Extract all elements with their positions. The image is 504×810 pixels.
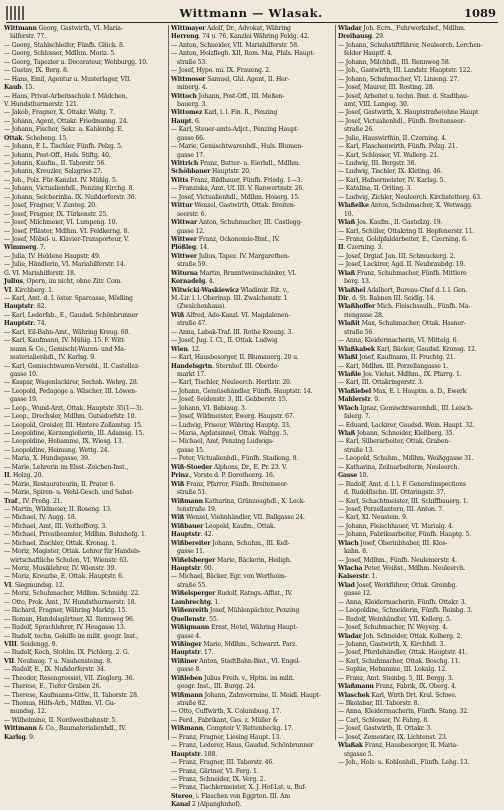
directory-entry-line: Quellenstr. 55. — [171, 615, 219, 623]
directory-entry-line: Julius, Opern, im nicht, ohne Zitr. Com. — [4, 278, 122, 286]
directory-entry-line: — Josef, Lackirer, Agd. II. Neubraubdg. 19. — [338, 261, 465, 269]
directory-entry-line: — Josef, Pferdehändler, Ottak. Hauptstr. 41. — [338, 649, 468, 657]
directory-entry-line: Prinz., Vorste d. P. Dorotheerg. 16. — [171, 472, 275, 480]
directory-entry-line: Wiß Wenzel, Viehnhändler, VII. Ballgasse 24. — [171, 514, 305, 522]
directory-entry-line: — Julie, Hauswirthin, II. Czerning. 4. — [338, 134, 447, 142]
directory-entry-line: 10. — [344, 210, 354, 218]
directory-entry-line: Wlaßit Max, Schuhmacher, Ottak. Hasner- — [338, 320, 466, 328]
directory-entry-line: Dir. d. St. Bahnen III. Seidlg. 14. — [338, 295, 436, 302]
directory-entry-line: Hauptstr. 82. — [4, 303, 47, 311]
directory-entry-line: Wiß-Stoeder Alphons, Dr., E. Pr. 23. V. — [171, 463, 287, 471]
directory-entry-line: — Leopoldine, Hebamme, IX. Wiesg. 13. — [4, 438, 123, 446]
directory-entry-line: — Johann, Kaufm., II. Taborstr. 56. — [4, 160, 106, 167]
directory-entry-line: — Franz, Schneider, IX. Verg. 2. — [171, 775, 266, 783]
directory-entry-line: Wißmann Johann, Zahnvormine, II. Meidl. Haupt- — [171, 691, 321, 699]
directory-entry-line: VIII. Seidengg. 9. — [4, 640, 58, 648]
directory-entry-line: Wlaßle Jos. Viehst. Mdlhm., IX. Pfarrg. 1. — [338, 370, 462, 378]
directory-entry-line: hilferstr. 77. — [10, 33, 46, 41]
directory-entry-line: kahn. 8. — [344, 548, 368, 556]
directory-entry-line: — Karl, Schuhmacher, Ottak. Boschg. 11. — [338, 657, 461, 665]
directory-entry-line: — Moriz, Schuhmacher, Mdlhm. Schmidg. 22. — [4, 590, 140, 598]
directory-entry-line: Wlaßhoffer Mich. Fleischsaulh., Fünfh. Ma- — [338, 303, 471, 311]
directory-entry-line: gasse 12. — [344, 590, 372, 598]
directory-entry-line: — Josef, Porzellantern, III. Anton. 7. — [338, 505, 444, 513]
directory-entry-line: Stereo, i. Flaschen von Eggrten. III. Am — [171, 792, 290, 800]
directory-entry-line: — Josef, Wildmeister, Ewerg. Haupstr. 67. — [171, 413, 295, 421]
directory-entry-line: Witwicki-Waskiewicz Wladimir. Rit. v., — [171, 286, 289, 294]
page-number: 1089 — [463, 6, 496, 20]
directory-entry-line: bauerg. 3. — [177, 100, 208, 108]
directory-entry-line: Wittoch Johann, Post-Off., III. Meßen- — [171, 92, 285, 100]
directory-entry-line: — Franz, Lederer, Haus, Gaudsd. Schönbrunner — [171, 742, 314, 750]
directory-entry-line: — Ludwig, Tischler, IX. Kleting. 46. — [338, 168, 443, 176]
directory-entry-line: VI. Siegmundsg. 12. — [4, 581, 65, 589]
directory-entry-line: Wittmann & Co., Baumaterialienhdl., IV. — [4, 725, 127, 733]
directory-entry-line: — Anna, Kleidermacherin, Fünfh. Stang. 32. — [338, 708, 469, 716]
directory-entry-line: Wißmann, Comptoir V. Rettenbeckg. 17. — [171, 725, 294, 733]
directory-entry-line: — Josef, Gastwirth, II. Ottakr. 3. — [338, 725, 432, 733]
directory-entry-line: — Josef, Arbeitet u. techn. Bmt. d. Stadtbau- — [338, 92, 469, 100]
directory-entry-line: — Anna, Kleidermacherin, VI. Mittelg. 6. — [338, 337, 459, 345]
directory-entry-line: Wlach Ignaz, Gemischtwarenhdl., III. Leisch- — [338, 404, 473, 412]
directory-entry-line: Wladar Joh. Schneider, Ottak. Kolberg. 2. — [338, 632, 462, 640]
directory-entry-line: — Rudolf, techn. Gehilfe im milit. geogr. Inst., — [4, 632, 139, 640]
directory-entry-line: Wlaßak Franz, Hausbesorger, II. Maria- — [338, 742, 458, 750]
directory-entry-line: — Hans, Privat-Arbeitsschule f. Mädchen, — [4, 92, 128, 100]
directory-entry-line: Traf., IV. Preßg. 21. — [4, 497, 63, 505]
directory-entry-line: — Karl, Schlosser, VI. Wallerg. 21. — [338, 151, 439, 159]
directory-entry-line: — Johann, Post-Off., Hels. Stiftg. 40. — [4, 151, 111, 159]
directory-entry-line: Wißleben Julius Freih. v., Hptm. im milit. — [171, 674, 295, 682]
directory-entry-line: — Johann, Victualienhdl., Penzing Kirchg. 8. — [4, 185, 135, 193]
directory-entry-line: — Josef, Seidenstr. 3, III. Gebberstr. 15. — [171, 396, 288, 404]
directory-entry-line: — Johann, Gastwirth, X. Kirchhdl. 3. — [338, 640, 445, 648]
directory-entry-line: — Josef, Fragner, IX. Türkenstr. 25. — [4, 210, 108, 218]
directory-entry-line: Kaiserstr. 1. — [338, 573, 378, 581]
directory-entry-line: Hauptstr. 188. — [171, 750, 218, 758]
directory-entry-line: Wlaßkabek Karl, Bäcker, Gaudsd. Kronsg. 12. — [338, 345, 477, 353]
directory-entry-line: — Peter, Victualienhdl., Fünfh. Stadiong. 9. — [171, 455, 299, 463]
directory-entry-line: Wißbauer Leopold, Kaufm., Ottak. — [171, 522, 276, 530]
directory-entry-line: Wiß Franz, Pfarrer, Fünfh. Breitenseer- — [171, 480, 289, 488]
directory-entry-line: straße 53. — [177, 58, 207, 66]
directory-entry-line: materialienhdl., IV. Karlsg. 9. — [10, 354, 96, 362]
directory-entry-line: — Anton, Holzflegh. XII, Rom. Mai, Phils. Haupt- — [171, 50, 315, 58]
directory-entry-line: — Wilhelmine, II. Nordwestbahnstr. 5. — [4, 716, 117, 724]
directory-entry-line: Dreihausg. 29. — [338, 33, 385, 41]
directory-entry-line: — Karl, Gemischtwaren-Versehl., II. Castellez- — [4, 362, 140, 370]
directory-entry-line: Wißigmann Ernst, Hotel, Währing Haupt- — [171, 624, 298, 632]
directory-entry-line: Wißmann Katharina, Grünzeughdl., X. Leck- — [171, 497, 305, 505]
directory-entry-line: — Karl, Hafnermeister, IV. Karlsg. 5. — [338, 176, 446, 184]
directory-entry-line: — Michael, Bäcker, Egr. von Wertheim- — [171, 573, 287, 581]
directory-entry-line: — Leopoldine, Heimung, Wettg. 24. — [4, 446, 110, 454]
directory-entry-line: — Franz, Tischlermeister, X. J. Hof-Lst. u. Buf- — [171, 784, 307, 792]
directory-entry-line: mann & Co., Gemischt-Waren- und Ma- — [10, 345, 126, 353]
directory-entry-line: — Karl, Mdlhm. III. Porzellangasse 1. — [338, 362, 449, 370]
directory-entry-line: straße 47. — [177, 320, 207, 328]
directory-entry-line: gasse 4. — [177, 632, 201, 640]
page-title: Wittmann — Wlasak. — [179, 6, 323, 20]
directory-entry-line: — Georg, Schlosser, Mdlhm. Moriz. 5. — [4, 50, 116, 58]
directory-entry-line: Lambrechtg. 1. — [171, 598, 220, 606]
directory-entry-line: Hauptstr. 42. — [171, 531, 214, 539]
directory-entry-line: Wißenreith Josef, Mühlenpächter, Penzing — [171, 607, 300, 615]
directory-entry-line: — Franziska, Amt. Uf. III. V. Ranwertnstr. 26. — [171, 185, 304, 193]
column-3 — [338, 25, 499, 767]
column-divider — [168, 25, 169, 740]
directory-entry-line: — Josef, Milchmeier, VI. Lumpeng. 10. — [4, 219, 118, 227]
directory-entry-line: — Otto, Prok. Amt., IV. Hundsthurmerstr. 18. — [4, 598, 137, 606]
directory-entry-line: — Ludwig, III. Bergstr. 36. — [338, 160, 417, 167]
directory-entry-line: berg. 13. — [344, 278, 371, 286]
directory-entry-line: — Johann, Schuhstiftführer, Neuleerch. Lerchen- — [338, 41, 483, 49]
directory-entry-line: II. Czerning. 3. — [338, 244, 383, 252]
directory-entry-line: — Georg, Tapezier u. Decorateur, Wehburgg. 10. — [4, 58, 148, 66]
directory-entry-line: II. Holzg. 20. — [4, 472, 44, 480]
directory-entry-line: — Josef, Mdlhm., Fünfh. Neulemerstr. 4. — [338, 556, 457, 564]
directory-entry-line: — Karl, Eil-Bahn-Amt., Währing Kreug. 60. — [4, 328, 131, 336]
directory-entry-line: — Karl, Lederfab., E., Gaudsd. Schönbrunner — [4, 311, 138, 319]
directory-entry-line: — Johann, Fleischhauer, VI. Marialg. 4. — [338, 522, 454, 530]
directory-entry-line: — Leop., Drechsler, Mdlhm. Gutsidorfstr. 10. — [4, 413, 137, 421]
directory-entry-line: — Karl, Flaschenwirth, Fünfh. Pelzg. 21. — [338, 143, 458, 151]
directory-entry-line: — Leopoldine, Schneiderin, Fünfh. Reinbg. 3. — [338, 607, 473, 615]
directory-entry-line: — Julie, Händlerin, VI. Mariahilferstr. 14. — [4, 261, 126, 269]
directory-entry-line: — Katalina, II. Oriting. 3. — [338, 185, 413, 193]
directory-entry-line: tenstraße 19. — [177, 505, 217, 513]
directory-entry-line: — Karl, Kaufmann, IV. Mühlg. 15. F. Witt- — [4, 337, 126, 345]
directory-entry-line: gasse 10. — [10, 370, 38, 378]
column-divider — [335, 25, 336, 740]
directory-entry-line: — Ferd., Fabrikant, Ges. z. Müller & — [171, 716, 279, 724]
directory-entry-line: VII. Neubaug. 7 u. Nauhensteing. 8. — [4, 657, 112, 665]
directory-entry-line: Karlsg. 9. — [4, 733, 35, 741]
directory-entry-line: geogr. Inst., III. Burgg. 24. — [177, 683, 256, 691]
directory-entry-line: gasse 8. — [177, 666, 201, 674]
directory-entry-line: Wißbereiter Johann, Schuhm., III. Kell- — [171, 539, 290, 547]
directory-entry-line: Wlach Josef, Oberinbhaber, III. Klos- — [338, 539, 448, 547]
directory-entry-line: — Josef, Gastwirth, X. Hauptstraße(ohne Haupt — [338, 109, 479, 117]
directory-entry-line: — Josef, Jug. I. Cl., II. Ottak. Ludwig — [171, 337, 278, 345]
directory-entry-line: — Josef, Victualienhdl., Mdlhm. Hoserg. 15. — [171, 193, 300, 201]
directory-entry-line: — Leopold, Schuhm., Mdlhm. Weißggasse 31. — [338, 455, 474, 463]
directory-entry-line: Wittmoser Samuel, Ghl. Agent, II. Her- — [171, 75, 290, 83]
directory-entry-line: gasse 12. — [177, 227, 205, 235]
directory-entry-line: — Michael, Privatbeamter, Mdlhm. Bahnhofg. 1. — [4, 531, 147, 539]
directory-entry-line: — Johann, Agent, Ottakr. Friedmanng. 24. — [4, 117, 129, 125]
running-header — [6, 6, 496, 22]
directory-entry-line: — Johann, Schuhmacher, VI. Linieng. 27. — [338, 75, 459, 83]
directory-entry-line: — Marie, Spiren- u. Wehl-Gesch. und Sabat- — [4, 489, 134, 497]
directory-entry-line: — Josef, Victualienhdl., Fünfh. Breitenseer- — [338, 117, 466, 125]
directory-entry-line: — Jakob, Fragner, X. Ottakr. Waltg. 7. — [4, 109, 115, 117]
directory-entry-line: gasse 17. — [177, 151, 205, 159]
directory-entry-line: Handelsgrtn. Sternhof. III. Oberde- — [171, 362, 280, 370]
directory-entry-line: — Michael, Zischler, Ottak. Kronag. 1. — [4, 539, 117, 547]
directory-entry-line: Hauptstr. 17. — [171, 649, 214, 657]
directory-entry-line: markt 17. — [177, 370, 206, 378]
directory-entry-line: Wlaschek Karl, Wirth Drt. Kral. Schwe. — [338, 691, 457, 699]
directory-entry-line: straße 13. — [344, 446, 374, 454]
directory-entry-line: — Michael, Amt, Penzing Ludwigs- — [171, 438, 274, 446]
directory-entry-line: Kornadelg. 4. — [171, 278, 215, 286]
directory-entry-line: — Rudolf, Amt. d. l. l. F. Generalinspections — [338, 480, 466, 488]
directory-entry-line: gasse 15. — [177, 446, 205, 454]
directory-entry-line: seerstr. 6. — [177, 210, 207, 218]
directory-entry-line: — Otto, Cuffwirth, X. Columbusg. 17. — [171, 708, 282, 716]
directory-entry-line: Herreng. 74 u. 76, Kanzlei Währing Feldg. 42. — [171, 33, 310, 41]
directory-entry-line: Hauptstr. 74. — [4, 320, 47, 328]
directory-entry-line: straße 51. — [177, 489, 207, 497]
directory-entry-line: Wittomez Karl, l. l. Fin. R., Penzing — [171, 109, 278, 117]
directory-entry-line: Wimmerg. 7. — [4, 244, 46, 252]
directory-entry-line: — Anna, Labak-Traf. III. Rothe Kreuzg. 3. — [171, 328, 293, 336]
directory-entry-line: — Josef, Pfläster, Mdlhm. VI. Feldkerng. 8. — [4, 227, 129, 235]
directory-entry-line: Schöhbauer Hauptstr. 20. — [171, 168, 251, 176]
directory-entry-line: — Josef, Zementier, IX. Lichtenst. 23. — [338, 733, 448, 741]
directory-entry-line: Wlaßhel Adalbert, Bureau-Chef d. l. l. Gen. — [338, 286, 468, 294]
directory-entry-line: — Johann, F. L. Tischler, Fünfh. Pelzg. 5. — [4, 143, 123, 151]
directory-entry-line: Wißiner Anton, StadtBahn-Bmt., VI. Engel- — [171, 657, 301, 665]
directory-entry-line: Wlaß Jos. Kaufm., II. Gastellzg. 19. — [338, 219, 443, 227]
directory-entry-line: — Johann, Gemüsehändler, Fünfh. Hauptstr. 14. — [171, 387, 313, 395]
directory-entry-line: — Karl, Tischler, Neuleerch. Hertlstr. 20. — [171, 379, 292, 387]
directory-entry-line: Haupt. 6. — [171, 117, 201, 125]
directory-entry-line: — Karl, Steuer-amts-Adjct., Penzing Haupt- — [171, 126, 299, 134]
directory-entry-line: — Marie, Lehrerin im Elsst.-Zeichen-Inst., — [4, 463, 129, 471]
directory-entry-line: VI. Kirchberg. 1. — [4, 286, 54, 294]
directory-entry-line: wirtschaftliche Schulen, VI. Wienstr. 63. — [10, 556, 129, 564]
directory-entry-line: Mahlerstr. 9. — [338, 396, 380, 404]
directory-entry-line: Hauptstr. 90. — [171, 565, 214, 572]
directory-entry-line: — Franz, Gärtner, VI. Ferg. 1. — [171, 767, 259, 775]
directory-entry-line: — Thomas, Hilfs-Arb., Mdlhm. VI. Gu- — [4, 700, 116, 707]
directory-entry-line: — Julia, IV. Heldene Haupstr. 49. — [4, 252, 101, 260]
directory-entry-line: Wittur Wenzel, Gastwirth, Ottak. Breiten- — [171, 202, 296, 210]
directory-entry-line: — Josef, Drgiaf. Jan. III. Schmuckerg. 2. — [338, 252, 456, 260]
directory-entry-line: Wißelsberger Marie, Bäckerin, Heiligh. — [171, 556, 292, 564]
directory-entry-line: — Johann, Selcherinha. IX. Nußdorferstr. 36. — [4, 193, 137, 201]
directory-entry-line: — Hans, Emil, Agentur u. Musterlager, VII. — [4, 75, 132, 83]
directory-entry-line: — Marie, Restaurateurin, II. Prater 6. — [4, 480, 116, 488]
directory-entry-line: — Karl, Schachtmeister, III. Schiffbauerg. 1. — [338, 497, 469, 505]
directory-entry-line: Wien. 12. — [171, 345, 201, 353]
directory-entry-line: — Gustav, IX. Berg. 8. — [4, 67, 69, 75]
directory-entry-line: — Karl, Amt. d. I. öster. Sparcasse, Mödling — [4, 295, 133, 302]
directory-entry-line: Ottak. Schebeng. 15. — [4, 134, 68, 142]
directory-entry-line: — Franz, Fragner, III. Taborstr. 46. — [171, 759, 274, 767]
directory-entry-line: gasse 11. — [177, 548, 205, 556]
directory-entry-line: — Johann, Milchhdl., III. Rennweg 58. — [338, 58, 451, 66]
directory-entry-line: — Franz, Amt. Steinbg. 5, III. Bergg. 3. — [338, 674, 454, 682]
directory-entry-line: Wißelsperger Rudolf, Ratngs.-Affist., IV. — [171, 590, 293, 598]
directory-entry-line: — Ludwig, Zichler, Neuleerch. Kirchstetterg. 63. — [338, 193, 482, 201]
directory-entry-line: minerg. 4. — [177, 84, 208, 92]
directory-entry-line: — Josef, Fragner, V. Zenteg. 20. — [4, 202, 97, 210]
directory-entry-line: Wlaßl Josef, Kaufmann, II. Fruchtg. 21. — [338, 354, 456, 362]
directory-entry-line: straße 56. — [344, 328, 374, 336]
directory-entry-line: — Anton, Schneider, VII. Mariahilferstr. 58. — [171, 41, 299, 49]
directory-entry-line: — Michael, Amt, III. Veithofferg. 3. — [4, 522, 107, 530]
directory-entry-line: gasse 66. — [177, 134, 205, 142]
directory-entry-line: V. Hundsthurmerstr. 121. — [4, 100, 79, 108]
directory-entry-line: — Johann, Kreuzler, Salzgries 27. — [4, 168, 103, 176]
column-1 — [4, 25, 165, 740]
directory-entry-line: — Moriz, Magister, Ottak. Lehrer für Handels- — [4, 548, 141, 556]
directory-entry-line: straße 26. — [344, 126, 374, 134]
directory-entry-line: Wlaß Johann, Schneider, Kleßberg. 35. — [338, 430, 455, 437]
directory-entry-line: — Rudolf, Sprachlehrer, IV. Heugasse 13. — [4, 624, 126, 632]
directory-entry-line: — Bkolabar, III. Taborstr. 8. — [338, 700, 420, 707]
directory-entry-line: — Johann, Fabriksarbeiter, Fünfh. Hauptg. 5. — [338, 531, 471, 539]
directory-entry-line: gasse 19. — [10, 396, 38, 404]
directory-entry-line: straße 82. — [177, 700, 207, 707]
directory-entry-line: Wittwer Franz, Ockonomie-Bmt., IV. — [171, 235, 280, 243]
directory-entry-line: — Maria, Agdatsinnel, Ottak. Waltgg. 5. — [171, 430, 289, 437]
directory-entry-line: — Josef, Hypo. mi. IX. Fraueng. 2. — [171, 67, 271, 75]
directory-entry-line: Gasse 10. — [338, 472, 369, 480]
directory-entry-line: — Rudolf, Koch, Stohlm. IX. Pichlerg. 2. G. — [4, 649, 130, 657]
directory-entry-line: — Moriz, Musiklehrer, IV. Wienstr. 39. — [4, 565, 116, 572]
directory-entry-line: — Theodor, Rosengrossist, VII. Zieglerg. 36. — [4, 674, 135, 682]
header-rule — [6, 22, 498, 23]
directory-entry-line: — Richard, Fragner, Währing Marktg. 15. — [4, 607, 128, 615]
directory-entry-line: Witts Franz, Bildhauer, Fünfh. Friedg. 1—3. — [171, 176, 303, 184]
directory-entry-line: mundsg. 12. — [10, 708, 47, 716]
directory-entry-line: Kaub. 15. — [4, 84, 35, 92]
directory-entry-line: — Kaspar, Wagenlackirer, Sechsh. Wehrg. 28. — [4, 379, 139, 387]
directory-entry-line: — Roman, Handelsgärtner, XI. Rennweg 96. — [4, 615, 135, 623]
directory-entry-line: — Eduard, Lackirer, Gaudsd. Wein. Haupt. 32. — [338, 421, 475, 429]
directory-entry-line: — Martin, Wildmeier, II. Roseng. 13. — [4, 505, 112, 513]
directory-entry-line: Wlad Josef, Werkführer, Ottak. Greinbg. — [338, 581, 458, 589]
directory-entry-line: M.-Lir. l. l. Oberinsp. III. Zwalchenstr. 1 — [171, 295, 288, 302]
directory-entry-line: — Franz, Goldpfaldarbeiter, E., Czerning. 6. — [338, 235, 468, 243]
directory-entry-line: — Josef, Maurer, III. Rosting. 28. — [338, 84, 435, 92]
directory-entry-line: — Karl, Schüler, Ottakring II. Hepfenerstr. 11. — [338, 227, 475, 235]
directory-entry-line: — Sophie, Hebamme, III. Lokalg. 12. — [338, 666, 447, 674]
directory-entry-line: felder Hauptf. 4. — [344, 50, 393, 58]
directory-entry-line: Plößleg. 14. — [171, 244, 209, 252]
directory-entry-line: straße 55. — [177, 581, 207, 589]
directory-entry-line: — Therese, Kaufmanns-Gttw., II. Taborstr. 28. — [4, 691, 139, 699]
directory-entry-line: — Josef, Möbel- u. Klavier-Transporteur, V. — [4, 235, 129, 243]
directory-entry-line: Wladar Joh. Ecrn., Fuhrwerksbef., Mdlhm. — [338, 25, 466, 32]
directory-entry-line: — Ludwig, Friseur, Währing Hauptg. 33. — [171, 421, 291, 429]
directory-entry-line: d. Rudolfischn. III. Ottaringstr. 37. — [344, 489, 446, 497]
directory-entry-line: — Joh., Polz. Für-Kanzlst. IV. Mühlg. 5. — [4, 176, 118, 184]
directory-entry-line: — Leopold, Pedagoge a. Wäscher, III. Löwen- — [4, 387, 137, 395]
directory-entry-line: — Rudolf, Weinhändler, VII. Kellerg. 5. — [338, 615, 452, 623]
directory-entry-line: Wittmayer Adolf, Dr., Advokat, Währing — [171, 25, 291, 32]
directory-entry-line: — Moriz, Kreuzbe, E. Ottak. Hauptstr. 6. — [4, 573, 124, 581]
directory-entry-line: — Joh., Gastwirth, III. Landstr. Hauptstr. 122. — [338, 67, 473, 75]
directory-entry-line: — Marie, Gemischtwarenhdl., Huls. Blumen- — [171, 143, 303, 151]
directory-entry-line: — Georg, Stahlschleifer, Fünfh. Glück. 8. — [4, 41, 125, 49]
directory-entry-line: — Leop., Wund-Arzt, Ottak. Hauptstr. 35(1—3). — [4, 404, 144, 412]
directory-entry-line: — Carl, Schlosser, IV. Fahrg. 8. — [338, 716, 429, 724]
directory-entry-line: — Franz, Fragner, Liesing Haupt. 13. — [171, 733, 281, 741]
directory-entry-line: Wißinger Marie, Mdlhm., Schwarzt. Parz. — [171, 640, 298, 648]
directory-entry-line: falerg. 7. — [344, 413, 371, 421]
directory-entry-line: stgasse 5. — [344, 750, 374, 758]
directory-entry-line: G. VI. Mariahilferstr. 18. — [4, 269, 76, 277]
directory-entry-line: — Karl, III. Ottakringerstr. 3. — [338, 379, 424, 387]
directory-entry-line: — Josef, Schuhmacher, IV. Weyerg. 4. — [338, 624, 448, 632]
directory-entry-line: — Johann, Fischer, Sekz. a. Kahlenbg. E. — [4, 126, 124, 134]
directory-entry-line: Wlaß Franz, Schuhmacher, Fünfh. Mittlere — [338, 269, 467, 277]
directory-entry-line: — Leopoldine, Kerzengießerin, III. Adamsg. 15. — [4, 430, 145, 437]
directory-entry-line: Wlaßmann Franz, Fabrik, IX. Oberg. 4. — [338, 683, 457, 691]
directory-entry-line: Witurna Martin, Branntweinschänker, VI. — [171, 269, 297, 277]
directory-entry-line: (Zwalchenhaus). — [177, 303, 226, 311]
directory-entry-line: amt, VIII. Langeg. 30. — [344, 100, 409, 108]
directory-entry-line: Wlacha Peter, Weißst., Mdlhm. Neuleerch. — [338, 565, 466, 572]
directory-entry-line: — Rudolf, E., IX. Nußdorferstr. 34. — [4, 666, 106, 674]
directory-entry-line: — Maria, X. Hundsgasse, 39. — [4, 455, 90, 463]
directory-entry-line: Wiß Alfred, Ado-Kanzl. VI. Magdalenen- — [171, 311, 291, 319]
directory-entry-line: straße 59. — [177, 261, 207, 269]
directory-entry-line: — Joh., Holz- u. Kohlenhdl., Fünfh. Lehg. 13. — [338, 759, 470, 767]
directory-entry-line: Kanal 2 (Alpanghnhof). — [171, 801, 242, 809]
directory-entry-line: Wittwer Julius, Tapez. IV. Margarethen- — [171, 252, 290, 260]
directory-entry-line: Wittrich Franz, Butter- u. Eierhdl., Mdlhm. — [171, 160, 301, 167]
directory-entry-line: — Katharina, Zeilnarbeiterin, Neuleerch. — [338, 463, 460, 471]
directory-entry-line: Wittwar Anton, Schuhmacher, III. Castlegg- — [171, 219, 303, 227]
directory-entry-line: Wlaßelke Anton, Schuhmacher, X. Wetwagg. — [338, 202, 473, 210]
directory-entry-line: riengasse 28. — [344, 311, 384, 319]
directory-entry-line: — Anna, Kleidermacherin, Fünfh. Ottakr. 3. — [338, 598, 467, 606]
column-2 — [171, 25, 332, 809]
directory-entry-line: — Johann, VI. Babiaug. 3. — [171, 404, 247, 412]
directory-entry-line: — Michael, IV. Augg. 18. — [4, 514, 77, 522]
directory-entry-line: Wittmann Georg, Gastwirth, VI. Maria- — [4, 25, 123, 32]
directory-entry-line: — Leopold, Greisler, III. Hintere Zollamtsg. 15. — [4, 421, 143, 429]
directory-columns — [4, 25, 500, 809]
directory-entry-line: Wlaßiebel Max, E. l. Hauptm. a. D., Ewerk — [338, 387, 467, 395]
directory-entry-line: — Karl, XI. Neustein. 9. — [338, 514, 408, 522]
directory-entry-line: — Therese, E., Tiefer Graben 26. — [4, 683, 102, 691]
directory-entry-line: — Karl, Silberarbeiter, Ottak. Graben- — [338, 438, 450, 446]
directory-entry-line: — Karl, Hausbesorger, II. Blumauerg. 20 u. — [171, 354, 299, 362]
